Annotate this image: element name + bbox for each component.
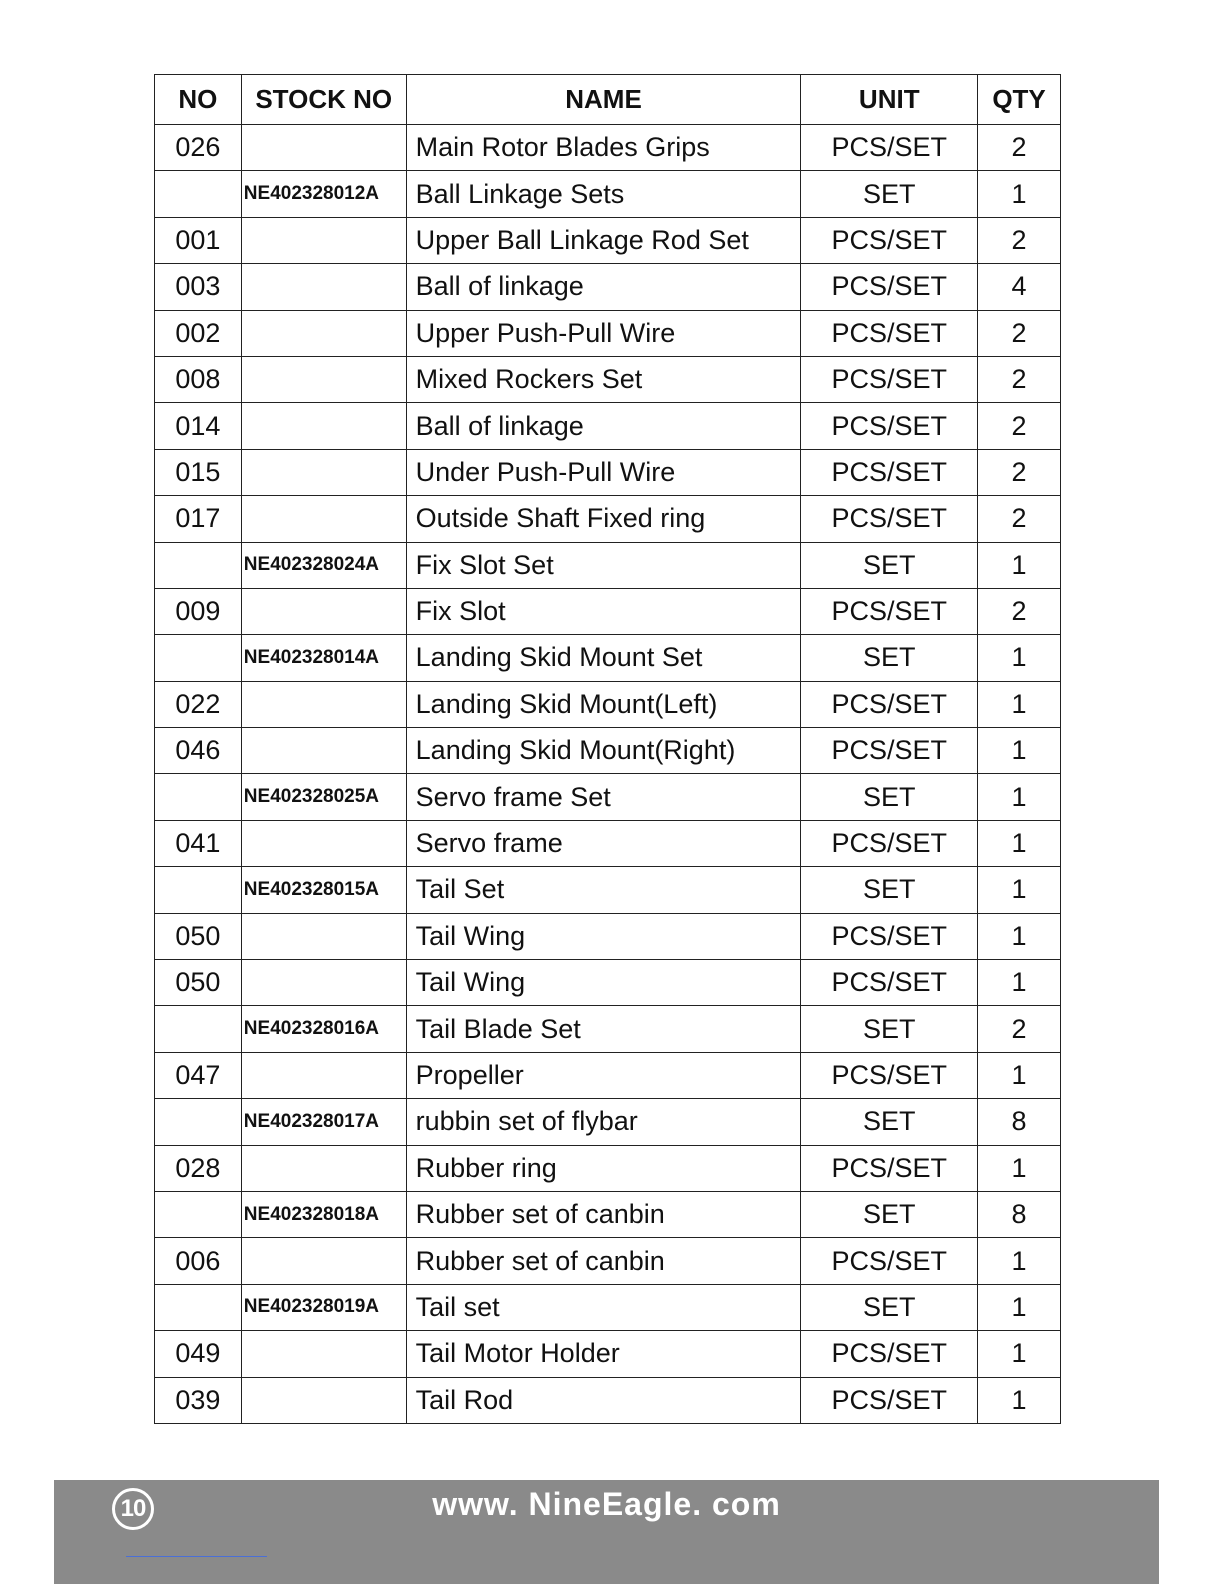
table-row (155, 125, 1061, 171)
row-qty: 1 (978, 1052, 1061, 1098)
row-unit: SET (801, 1006, 978, 1052)
parts-table (154, 74, 1061, 1424)
row-stock-no: NE402328025A (241, 774, 406, 820)
row-name: Ball of linkage (406, 264, 801, 310)
row-unit: PCS/SET (801, 1377, 978, 1423)
row-stock-no: NE402328024A (241, 542, 406, 588)
row-name: Tail Wing (406, 913, 801, 959)
row-qty: 2 (978, 125, 1061, 171)
table-row (155, 820, 1061, 866)
row-name: Servo frame (406, 820, 801, 866)
row-stock-no: NE402328012A (241, 171, 406, 217)
table-row (155, 171, 1061, 217)
row-stock-no (241, 125, 406, 171)
row-name: Fix Slot Set (406, 542, 801, 588)
row-stock-no (241, 681, 406, 727)
row-name: Mixed Rockers Set (406, 356, 801, 402)
row-qty: 1 (978, 913, 1061, 959)
row-unit: SET (801, 867, 978, 913)
row-name: Servo frame Set (406, 774, 801, 820)
row-qty: 2 (978, 496, 1061, 542)
row-no: 028 (155, 1145, 242, 1191)
row-unit: SET (801, 774, 978, 820)
row-name: Landing Skid Mount(Left) (406, 681, 801, 727)
table-row (155, 264, 1061, 310)
row-stock-no (241, 356, 406, 402)
table-row (155, 1006, 1061, 1052)
row-stock-no (241, 588, 406, 634)
row-name: Rubber ring (406, 1145, 801, 1191)
row-stock-no: NE402328015A (241, 867, 406, 913)
row-unit: PCS/SET (801, 1238, 978, 1284)
row-no: 009 (155, 588, 242, 634)
header-no: NO (155, 75, 242, 125)
row-no: 015 (155, 449, 242, 495)
table-row (155, 774, 1061, 820)
row-no (155, 635, 242, 681)
table-row (155, 496, 1061, 542)
row-no (155, 1099, 242, 1145)
row-unit: PCS/SET (801, 125, 978, 171)
row-name: Landing Skid Mount Set (406, 635, 801, 681)
row-no (155, 1284, 242, 1330)
row-unit: PCS/SET (801, 403, 978, 449)
row-no: 041 (155, 820, 242, 866)
row-name: Propeller (406, 1052, 801, 1098)
table-row (155, 1238, 1061, 1284)
row-qty: 8 (978, 1099, 1061, 1145)
row-qty: 1 (978, 867, 1061, 913)
row-name: Tail Wing (406, 960, 801, 1006)
table-row (155, 1377, 1061, 1423)
row-no: 001 (155, 217, 242, 263)
row-qty: 1 (978, 1377, 1061, 1423)
row-qty: 1 (978, 542, 1061, 588)
row-unit: PCS/SET (801, 588, 978, 634)
row-qty: 1 (978, 1145, 1061, 1191)
row-name: Under Push-Pull Wire (406, 449, 801, 495)
row-no: 039 (155, 1377, 242, 1423)
table-row (155, 217, 1061, 263)
row-no: 008 (155, 356, 242, 402)
row-qty: 1 (978, 774, 1061, 820)
row-stock-no (241, 217, 406, 263)
row-stock-no: NE402328016A (241, 1006, 406, 1052)
table-row (155, 310, 1061, 356)
row-no (155, 867, 242, 913)
table-row (155, 1284, 1061, 1330)
row-name: Upper Push-Pull Wire (406, 310, 801, 356)
row-qty: 1 (978, 820, 1061, 866)
row-stock-no (241, 310, 406, 356)
row-name: Tail Set (406, 867, 801, 913)
table-row (155, 728, 1061, 774)
header-unit: UNIT (801, 75, 978, 125)
row-qty: 2 (978, 588, 1061, 634)
row-stock-no (241, 1238, 406, 1284)
row-unit: PCS/SET (801, 1052, 978, 1098)
row-unit: PCS/SET (801, 820, 978, 866)
row-qty: 2 (978, 310, 1061, 356)
row-qty: 2 (978, 403, 1061, 449)
table-row (155, 1052, 1061, 1098)
header-qty: QTY (978, 75, 1061, 125)
row-unit: PCS/SET (801, 310, 978, 356)
header-stock-no: STOCK NO (241, 75, 406, 125)
row-qty: 2 (978, 217, 1061, 263)
row-no (155, 1191, 242, 1237)
row-qty: 1 (978, 1331, 1061, 1377)
row-name: Ball of linkage (406, 403, 801, 449)
row-no (155, 774, 242, 820)
row-unit: SET (801, 1284, 978, 1330)
row-unit: SET (801, 542, 978, 588)
table-row (155, 1145, 1061, 1191)
row-name: Ball Linkage Sets (406, 171, 801, 217)
row-unit: SET (801, 1191, 978, 1237)
row-no: 050 (155, 913, 242, 959)
row-name: Tail Blade Set (406, 1006, 801, 1052)
row-stock-no (241, 1052, 406, 1098)
row-stock-no: NE402328019A (241, 1284, 406, 1330)
row-unit: PCS/SET (801, 217, 978, 263)
footer-underline (126, 1556, 267, 1557)
row-name: Tail Motor Holder (406, 1331, 801, 1377)
table-row (155, 635, 1061, 681)
table-row (155, 449, 1061, 495)
row-name: Fix Slot (406, 588, 801, 634)
row-name: Rubber set of canbin (406, 1191, 801, 1237)
row-unit: SET (801, 635, 978, 681)
page-number: 10 (112, 1488, 154, 1530)
row-qty: 1 (978, 728, 1061, 774)
row-unit: PCS/SET (801, 913, 978, 959)
row-no (155, 171, 242, 217)
page-footer (54, 1480, 1159, 1584)
row-name: Tail set (406, 1284, 801, 1330)
row-name: Tail Rod (406, 1377, 801, 1423)
row-stock-no (241, 1377, 406, 1423)
row-unit: PCS/SET (801, 1145, 978, 1191)
row-no: 050 (155, 960, 242, 1006)
row-unit: PCS/SET (801, 960, 978, 1006)
row-unit: PCS/SET (801, 728, 978, 774)
row-unit: PCS/SET (801, 681, 978, 727)
table-row (155, 913, 1061, 959)
row-no: 002 (155, 310, 242, 356)
website-url: www. NineEagle. com (432, 1486, 781, 1522)
row-name: Rubber set of canbin (406, 1238, 801, 1284)
row-name: Outside Shaft Fixed ring (406, 496, 801, 542)
row-qty: 2 (978, 356, 1061, 402)
row-no: 006 (155, 1238, 242, 1284)
row-qty: 2 (978, 449, 1061, 495)
row-stock-no (241, 1145, 406, 1191)
row-unit: SET (801, 171, 978, 217)
row-unit: PCS/SET (801, 1331, 978, 1377)
row-unit: PCS/SET (801, 496, 978, 542)
row-stock-no (241, 960, 406, 1006)
row-stock-no (241, 496, 406, 542)
row-unit: PCS/SET (801, 449, 978, 495)
row-no: 017 (155, 496, 242, 542)
row-stock-no (241, 264, 406, 310)
table-row (155, 1099, 1061, 1145)
row-no: 049 (155, 1331, 242, 1377)
row-unit: PCS/SET (801, 356, 978, 402)
table-row (155, 960, 1061, 1006)
table-row (155, 542, 1061, 588)
row-name: rubbin set of flybar (406, 1099, 801, 1145)
table-row (155, 681, 1061, 727)
row-stock-no (241, 449, 406, 495)
row-qty: 1 (978, 681, 1061, 727)
row-stock-no: NE402328017A (241, 1099, 406, 1145)
row-qty: 8 (978, 1191, 1061, 1237)
row-qty: 1 (978, 1284, 1061, 1330)
row-unit: PCS/SET (801, 264, 978, 310)
row-name: Landing Skid Mount(Right) (406, 728, 801, 774)
row-no: 022 (155, 681, 242, 727)
row-stock-no (241, 820, 406, 866)
header-name: NAME (406, 75, 801, 125)
row-stock-no (241, 913, 406, 959)
table-row (155, 588, 1061, 634)
table-row (155, 403, 1061, 449)
table-row (155, 1191, 1061, 1237)
row-no: 047 (155, 1052, 242, 1098)
row-no: 003 (155, 264, 242, 310)
row-qty: 1 (978, 960, 1061, 1006)
row-qty: 1 (978, 171, 1061, 217)
row-stock-no: NE402328018A (241, 1191, 406, 1237)
row-no (155, 542, 242, 588)
row-name: Upper Ball Linkage Rod Set (406, 217, 801, 263)
table-row (155, 867, 1061, 913)
table-row (155, 1331, 1061, 1377)
row-qty: 1 (978, 635, 1061, 681)
row-qty: 1 (978, 1238, 1061, 1284)
row-no: 026 (155, 125, 242, 171)
row-no: 046 (155, 728, 242, 774)
row-unit: SET (801, 1099, 978, 1145)
table-row (155, 356, 1061, 402)
row-no: 014 (155, 403, 242, 449)
row-stock-no: NE402328014A (241, 635, 406, 681)
row-stock-no (241, 403, 406, 449)
header-row (155, 75, 1061, 125)
row-stock-no (241, 1331, 406, 1377)
row-name: Main Rotor Blades Grips (406, 125, 801, 171)
row-qty: 2 (978, 1006, 1061, 1052)
row-qty: 4 (978, 264, 1061, 310)
row-no (155, 1006, 242, 1052)
row-stock-no (241, 728, 406, 774)
